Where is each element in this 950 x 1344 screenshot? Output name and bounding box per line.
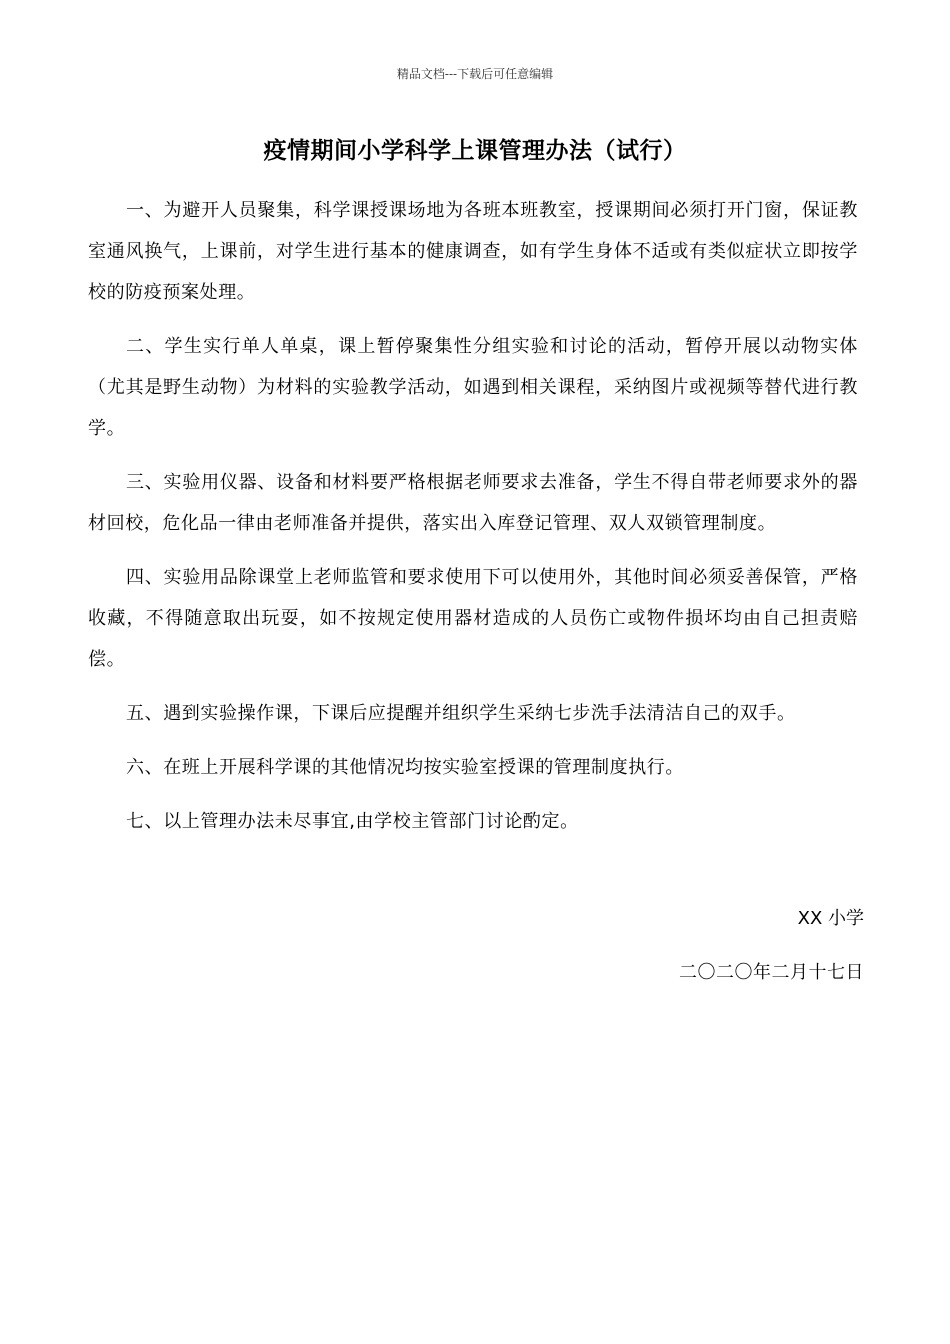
document-date: 二〇二〇年二月十七日 [679,962,864,983]
paragraph-6: 六、在班上开展科学课的其他情况均按实验室授课的管理制度执行。 [126,757,684,778]
paragraph-4: 四、实验用品除课堂上老师监管和要求使用下可以使用外，其他时间必须妥善保管，严格收藏，不得随意取出玩耍，如不按规定使用器材造成的人员伤亡或物件损坏均由自己担责赔偿。 [88,567,858,670]
header-note: 精品文档---下载后可任意编辑 [396,67,554,81]
paragraph-5: 五、遇到实验操作课，下课后应提醒并组织学生采纳七步洗手法清洁自己的双手。 [126,703,796,724]
paragraph-2: 二、学生实行单人单桌，课上暂停聚集性分组实验和讨论的活动，暂停开展以动物实体（尤其是野生动物）为材料的实验教学活动，如遇到相关课程，采纳图片或视频等替代进行教学。 [88,336,858,439]
paragraph-3: 三、实验用仪器、设备和材料要严格根据老师要求去准备，学生不得自带老师要求外的器材回校，危化品一律由老师准备并提供，落实出入库登记管理、双人双锁管理制度。 [88,472,858,534]
paragraph-7: 七、以上管理办法未尽事宜,由学校主管部门讨论酌定。 [126,811,579,832]
signature: XX 小学 [797,908,864,929]
document-body [88,190,858,855]
paragraph-1: 一、为避开人员聚集，科学课授课场地为各班本班教室，授课期间必须打开门窗，保证教室通风换气，上课前，对学生进行基本的健康调查，如有学生身体不适或有类似症状立即按学校的防疫预案处理。 [88,200,858,303]
document-title: 疫情期间小学科学上课管理办法（试行） [263,138,687,164]
